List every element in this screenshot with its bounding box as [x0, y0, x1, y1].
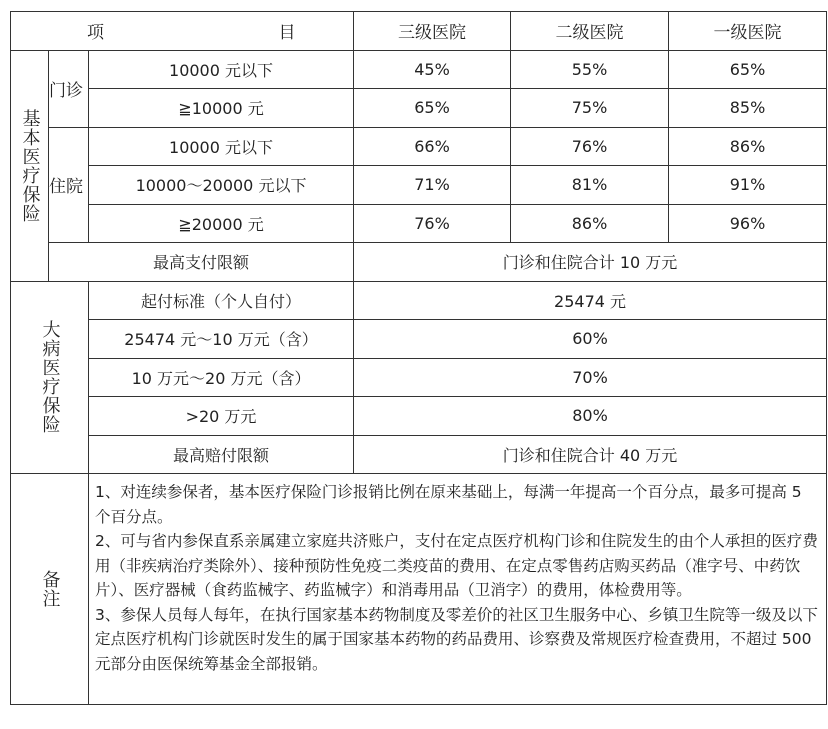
table-row [11, 127, 827, 166]
serious-max-value: 门诊和住院合计 40 万元 [354, 435, 827, 474]
header-level3: 三级医院 [354, 12, 511, 51]
rate-cell: 66% [354, 127, 511, 166]
notes-row [11, 474, 827, 705]
rate-cell: 91% [669, 166, 827, 205]
rate-cell: 65% [354, 89, 511, 128]
range-cell: 10 万元～20 万元（含） [89, 358, 354, 397]
table-row [11, 50, 827, 89]
rate-cell: 76% [354, 204, 511, 243]
note-item: 2、可与省内参保直系亲属建立家庭共济账户，支付在定点医疗机构门诊和住院发生的由个人承担的医疗费用（非疾病治疗类除外）、接种预防性免疫二类疫苗的费用、在定点零售药店购买药品（准字号、中药饮片）、医疗器械（食药监械字、药监械字）和消毒用品（卫消字）的费用，体检费用等。 [95, 532, 818, 599]
serious-max-label: 最高赔付限额 [89, 435, 354, 474]
header-row [11, 12, 827, 51]
header-item [11, 12, 354, 51]
rate-cell: 96% [669, 204, 827, 243]
header-item-left: 项 [87, 23, 105, 44]
rate-cell: 71% [354, 166, 511, 205]
table-row [11, 281, 827, 320]
note-item: 1、对连续参保者，基本医疗保险门诊报销比例在原来基础上，每满一年提高一个百分点，最多可提高 5 个百分点。 [95, 483, 802, 526]
rate-cell: 85% [669, 89, 827, 128]
table-row [11, 358, 827, 397]
basic-max-label: 最高支付限额 [49, 243, 354, 282]
serious-insurance-label: 大病医疗保险 [11, 281, 89, 474]
header-level1: 一级医院 [669, 12, 827, 51]
range-cell: 10000 元以下 [89, 50, 354, 89]
table-row [11, 435, 827, 474]
rate-cell: 65% [669, 50, 827, 89]
table-row [11, 397, 827, 436]
rate-cell: 55% [511, 50, 669, 89]
notes-content [89, 474, 827, 705]
value-cell: 80% [354, 397, 827, 436]
notes-label: 备注 [11, 474, 89, 705]
inpatient-label: 住院 [49, 127, 89, 243]
range-cell: 10000～20000 元以下 [89, 166, 354, 205]
outpatient-label: 门诊 [49, 50, 89, 127]
value-cell: 25474 元 [354, 281, 827, 320]
range-cell: 10000 元以下 [89, 127, 354, 166]
table-row [11, 89, 827, 128]
basic-insurance-label: 基本医疗保险 [11, 50, 49, 281]
rate-cell: 86% [669, 127, 827, 166]
rate-cell: 81% [511, 166, 669, 205]
header-item-right: 目 [278, 23, 296, 44]
medical-insurance-table [10, 11, 827, 705]
rate-cell: 75% [511, 89, 669, 128]
range-cell: ≧20000 元 [89, 204, 354, 243]
range-cell: >20 万元 [89, 397, 354, 436]
note-item: 3、参保人员每人每年，在执行国家基本药物制度及零差价的社区卫生服务中心、乡镇卫生院等一级及以下定点医疗机构门诊就医时发生的属于国家基本药物的药品费用、诊察费及常规医疗检查费用，不超过 500 元部分由医保统筹基金全部报销。 [95, 605, 818, 673]
value-cell: 60% [354, 320, 827, 359]
table-row [11, 320, 827, 359]
table-row [11, 204, 827, 243]
rate-cell: 45% [354, 50, 511, 89]
rate-cell: 76% [511, 127, 669, 166]
table-row [11, 243, 827, 282]
range-cell: 25474 元～10 万元（含） [89, 320, 354, 359]
basic-max-value: 门诊和住院合计 10 万元 [354, 243, 827, 282]
rate-cell: 86% [511, 204, 669, 243]
value-cell: 70% [354, 358, 827, 397]
table-row [11, 166, 827, 205]
range-cell: ≧10000 元 [89, 89, 354, 128]
header-level2: 二级医院 [511, 12, 669, 51]
range-cell: 起付标准（个人自付） [89, 281, 354, 320]
